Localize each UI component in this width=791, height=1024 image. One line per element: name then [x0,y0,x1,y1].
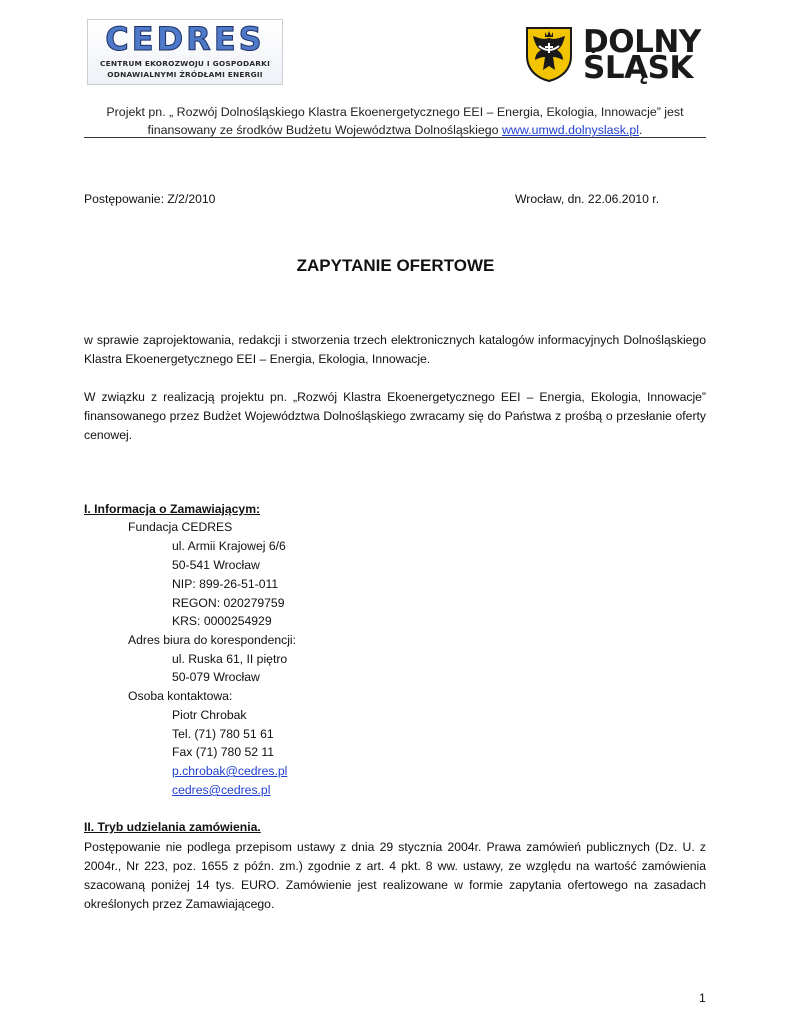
section-2-heading: II. Tryb udzielania zamówienia. [84,820,261,834]
eagle-shield-icon [525,26,573,82]
intro-paragraph: w sprawie zaprojektowania, redakcji i stworzenia trzech elektronicznych katalogów informacyjnych Dolnośląskiego Klastra Ekoenergetycznego EEI – Energia, Ekologia, Innowacje. [84,333,706,366]
cedres-logo [87,19,283,85]
section-2-body: Postępowanie nie podlega przepisom ustawy z dnia 29 stycznia 2004r. Prawa zamówień publicznych (Dz. U. z 2004r., Nr 223, poz. 1655 z późn. zm.) zgodnie z art. 4 pkt. 8 ww. ustawy, ze względu na wartość zamówienia szacowaną poniżej 14 tys. EURO. Zamówienie jest realizowane w formie zapytania ofertowego na zasadach określonych przez Zamawiającego. [84,840,706,911]
dolny-slask-logo-line1: DOLNY [583,24,701,60]
city-and-date: Wrocław, dn. 22.06.2010 r. [515,192,660,206]
cedres-logo-subtitle-1: CENTRUM EKOROZWOJU I GOSPODARKI [99,59,271,68]
org-regon: REGON: 020279759 [172,596,285,610]
contact-name: Piotr Chrobak [172,708,247,722]
contact-phone: Tel. (71) 780 51 61 [172,727,274,741]
cedres-logo-subtitle-2: ODNAWIALNYMI ŹRÓDŁAMI ENERGII [107,70,263,79]
general-email-link[interactable]: cedres@cedres.pl [172,783,271,797]
org-street: ul. Armii Krajowej 6/6 [172,539,286,553]
contact-person-label: Osoba kontaktowa: [128,689,233,703]
cedres-logo-word: CEDRES [105,20,265,58]
header-divider [84,137,706,138]
org-postal: 50-541 Wrocław [172,558,260,572]
umwd-website-link[interactable]: www.umwd.dolnyslask.pl [501,123,640,137]
project-funding-note [84,103,706,139]
org-name: Fundacja CEDRES [128,520,233,534]
org-krs: KRS: 0000254929 [172,614,272,628]
contact-fax: Fax (71) 780 52 11 [172,745,275,759]
project-text-line1: Projekt pn. „ Rozwój Dolnośląskiego Klastra Ekoenergetycznego EEI – Energia, Ekologia, Innowacje” jest [106,105,684,119]
document-title: ZAPYTANIE OFERTOWE [296,256,495,275]
context-paragraph: W związku z realizacją projektu pn. „Rozwój Klastra Ekoenergetycznego EEI – Energia, Ekologia, Innowacje” finansowanego przez Budżet Województwa Dolnośląskiego zwracamy się do Państwa z prośbą o przesłanie oferty cenowej. [84,390,706,442]
page-number: 1 [699,991,706,1005]
dolny-slask-logo-line2: ŚLĄSK [583,50,693,86]
office-address-label: Adres biura do korespondencji: [128,633,297,647]
section-1-heading: I. Informacja o Zamawiającym: [84,502,261,516]
org-nip: NIP: 899-26-51-011 [172,577,279,591]
project-text-line2: finansowany ze środków Budżetu Województwa Dolnośląskiego [147,123,499,137]
office-street: ul. Ruska 61, II piętro [172,652,288,666]
procedure-number: Postępowanie: Z/2/2010 [84,192,216,206]
dolny-slask-logo [513,18,706,94]
project-text-end: . [639,123,643,137]
contact-email-link[interactable]: p.chrobak@cedres.pl [172,764,288,778]
office-postal: 50-079 Wrocław [172,670,260,684]
